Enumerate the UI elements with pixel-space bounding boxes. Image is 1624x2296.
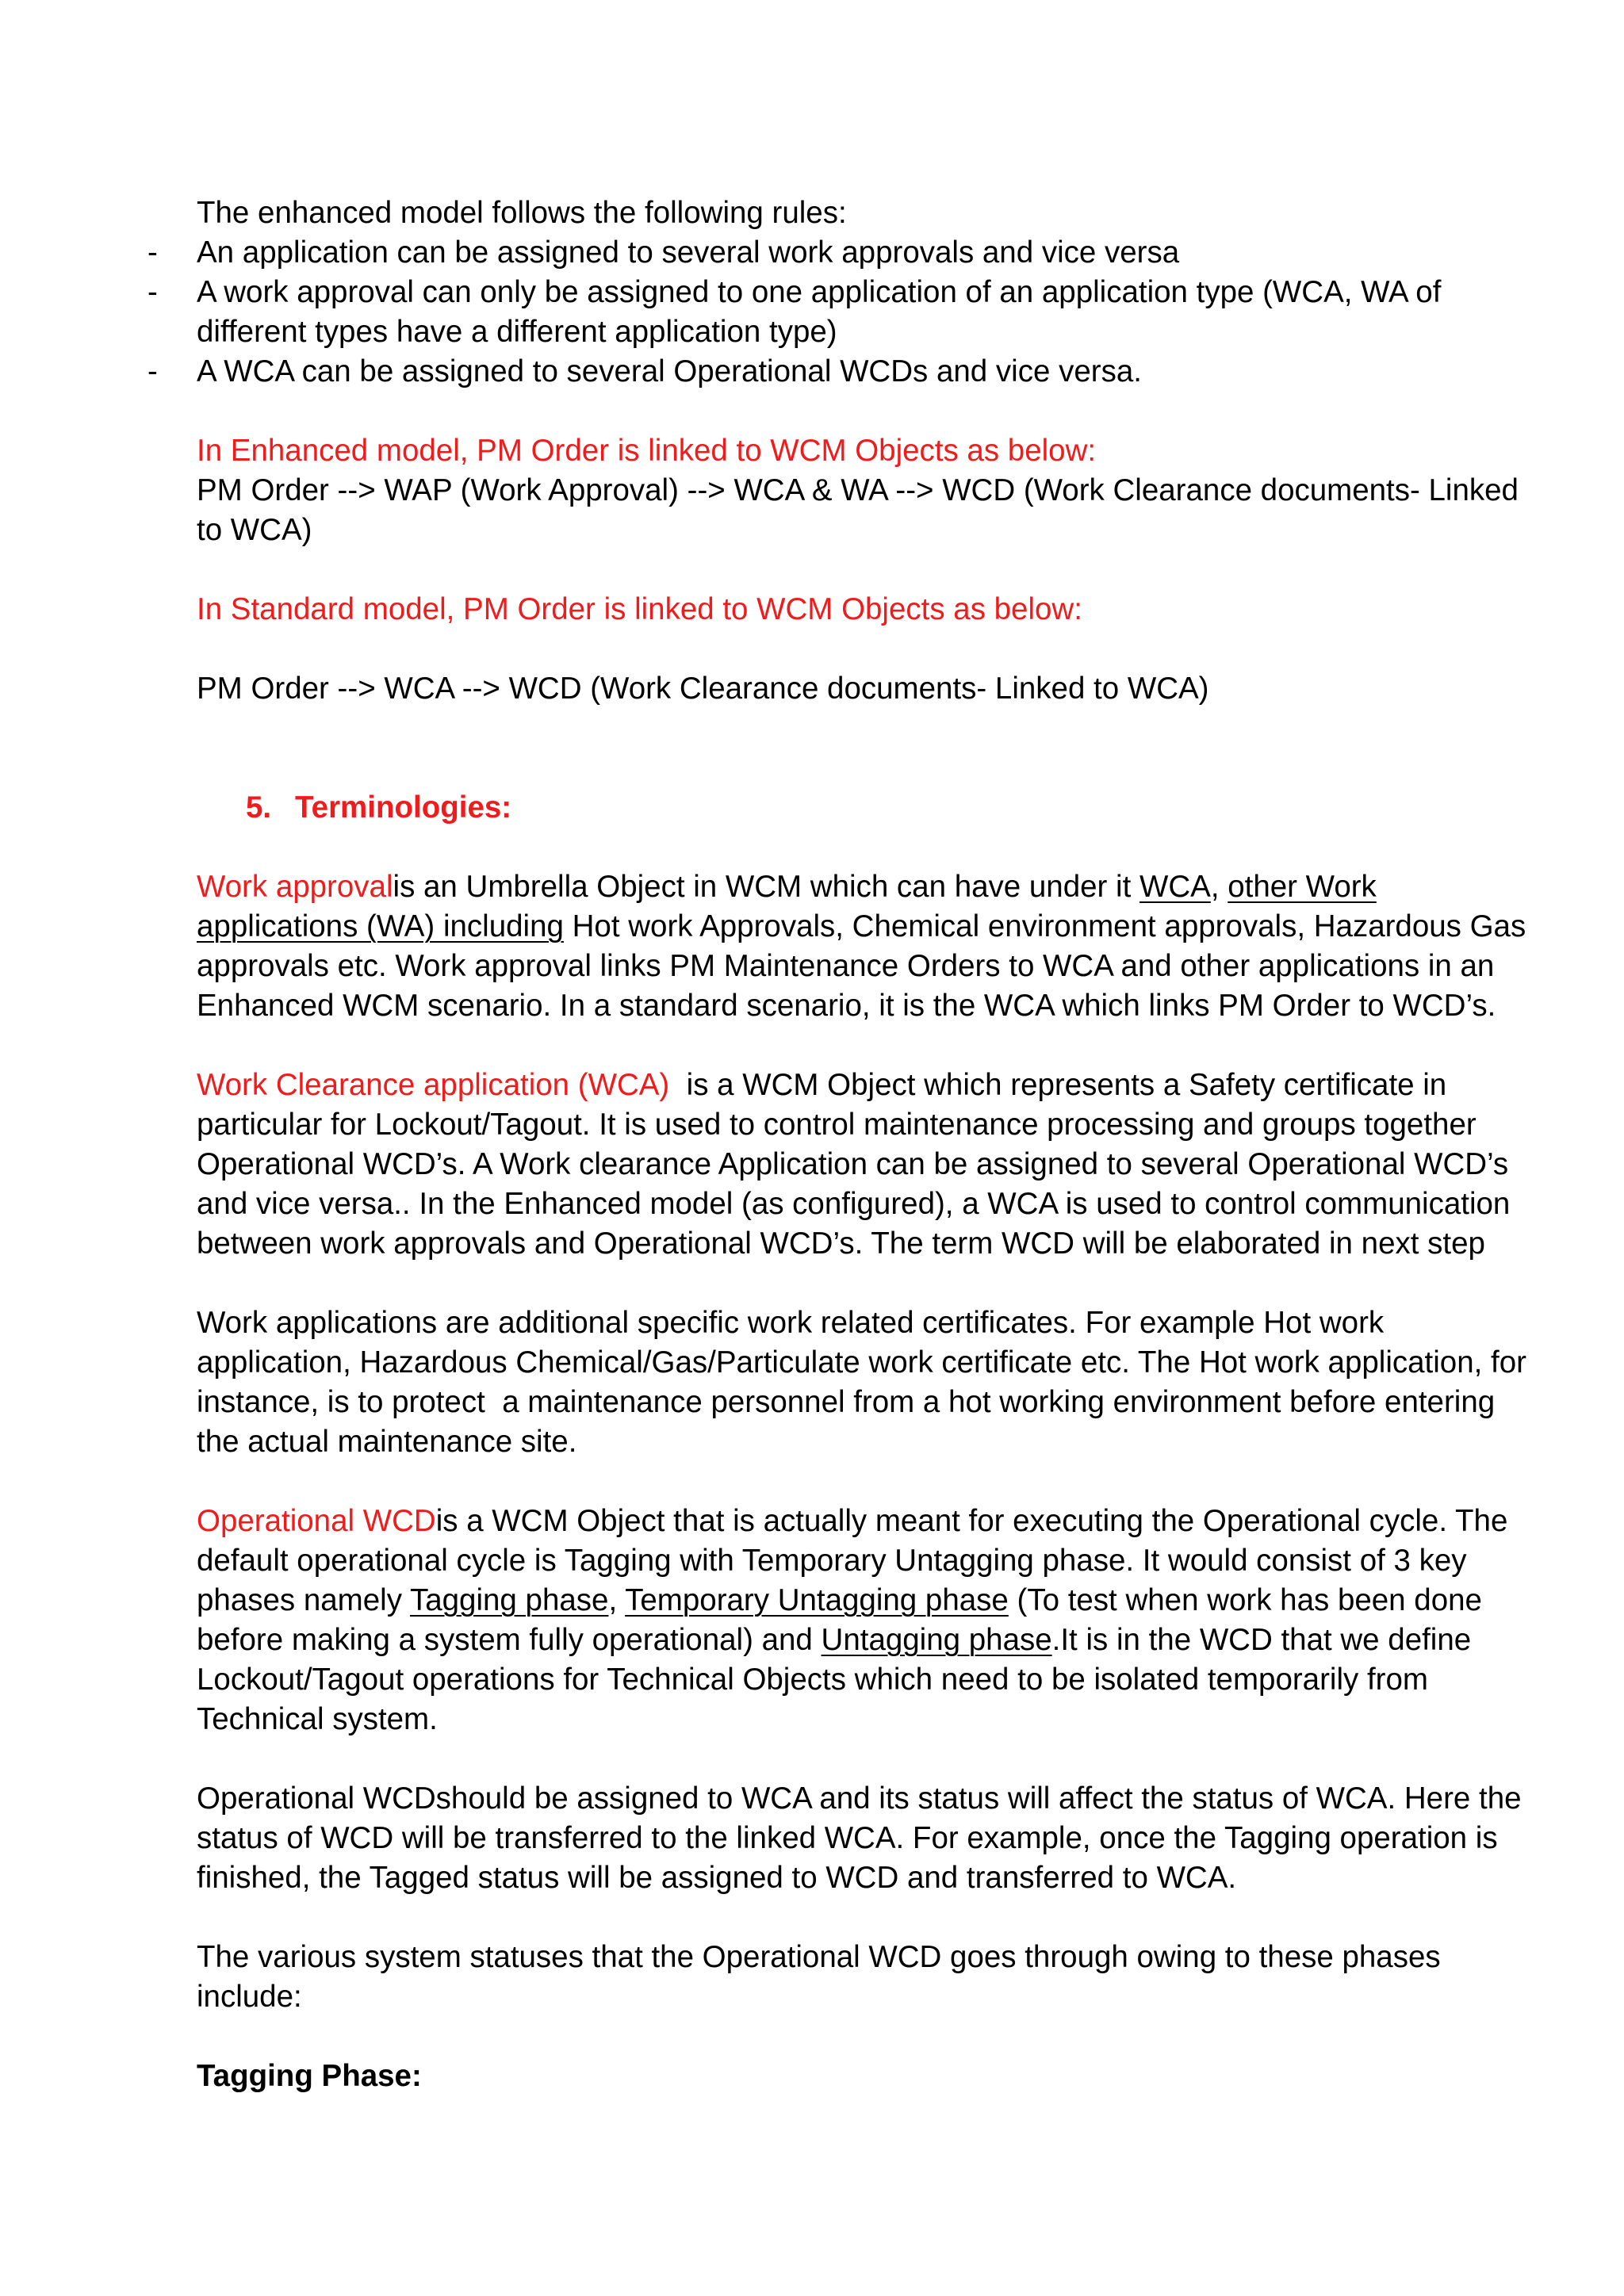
rules-intro: The enhanced model follows the following rules: bbox=[197, 196, 847, 230]
section-heading bbox=[197, 788, 1537, 828]
enhanced-model-flow: PM Order --> WAP (Work Approval) --> WCA & WA --> WCD (Work Clearance documents- Linked to WCA) bbox=[197, 473, 1519, 547]
operational-wcd-term: Operational WCD bbox=[197, 1504, 436, 1538]
bullet-dash: - bbox=[147, 235, 158, 270]
standard-model-heading: In Standard model, PM Order is linked to WCM Objects as below: bbox=[197, 592, 1082, 626]
tagging-phase-text: Tagging phase bbox=[409, 1583, 609, 1617]
paragraph-text: is an Umbrella Object in WCM which can have under it bbox=[393, 870, 1139, 904]
statuses-intro-paragraph: The various system statuses that the Operational WCD goes through owing to these phases include: bbox=[197, 1940, 1441, 2014]
bullet-dash: - bbox=[147, 275, 158, 309]
untagging-phase-text: Untagging phase bbox=[821, 1623, 1052, 1657]
work-approval-term: Work approval bbox=[197, 870, 393, 904]
wca-paragraph bbox=[197, 1066, 1537, 1264]
rule-item bbox=[147, 352, 1537, 392]
wca-term: Work Clearance application (WCA) bbox=[197, 1068, 670, 1102]
tagging-phase-heading: Tagging Phase: bbox=[197, 2059, 422, 2093]
work-applications-link-text: other Work applications (WA) including bbox=[197, 870, 1377, 943]
section-number: 5. bbox=[246, 790, 272, 825]
rule-text: An application can be assigned to several work approvals and vice versa bbox=[197, 235, 1180, 270]
standard-model-flow: PM Order --> WCA --> WCD (Work Clearance documents- Linked to WCA) bbox=[197, 672, 1209, 706]
wcd-assignment-paragraph: Operational WCDshould be assigned to WCA and its status will affect the status of WCA. Here the status of WCD will be transferred to the linked WCA. For example, once the Tagging operation is finished, the Tagged status will be assigned to WCD and transferred to WCA. bbox=[197, 1781, 1522, 1895]
paragraph-text: Hot work Approvals, Chemical environment approvals, Hazardous Gas approvals etc. Work approval links PM Maintenance Orders to WCA and other applications in an Enhanced WCM scenario. In a standard scenario, it is the WCA which links PM Order to WCD’s. bbox=[197, 909, 1526, 1023]
paragraph-text: is a WCM Object that is actually meant for executing the Operational cycle. The default operational cycle is Tagging with Temporary Untagging phase. It would consist of 3 key phases namely bbox=[197, 1504, 1508, 1617]
paragraph-text: (To test when work has been done before making a system fully operational) and bbox=[197, 1583, 1482, 1657]
section-title: Terminologies: bbox=[295, 790, 512, 825]
enhanced-model-heading: In Enhanced model, PM Order is linked to WCM Objects as below: bbox=[197, 434, 1097, 468]
operational-wcd-paragraph bbox=[197, 1502, 1537, 1739]
rule-item bbox=[147, 273, 1537, 352]
wca-link-text: WCA bbox=[1139, 870, 1211, 904]
separator-text: , bbox=[608, 1583, 626, 1617]
document-body bbox=[147, 193, 1537, 2096]
temporary-untagging-phase-text: Temporary Untagging phase bbox=[625, 1583, 1009, 1617]
separator-text: , bbox=[1210, 870, 1228, 904]
work-approval-paragraph bbox=[197, 867, 1537, 1026]
rule-text: A WCA can be assigned to several Operational WCDs and vice versa. bbox=[197, 354, 1142, 388]
paragraph-text: .It is in the WCD that we define Lockout/Tagout operations for Technical Objects which need to be isolated temporarily from Technical system. bbox=[197, 1623, 1472, 1736]
paragraph-text: is a WCM Object which represents a Safety certificate in particular for Lockout/Tagout. It is used to control maintenance processing and groups together Operational WCD’s. A Work clearance Application can be assigned to several Operational WCD’s and vice versa.. In the Enhanced model (as configured), a WCA is used to control communication between work approvals and Operational WCD’s. The term WCD will be elaborated in next step bbox=[197, 1068, 1519, 1261]
work-applications-paragraph: Work applications are additional specific work related certificates. For example Hot work application, Hazardous Chemical/Gas/Particulate work certificate etc. The Hot work application, for instance, is to protect a maintenance personnel from a hot working environment before entering the actual maintenance site. bbox=[197, 1306, 1535, 1459]
rule-item bbox=[147, 233, 1537, 273]
rule-text: A work approval can only be assigned to one application of an application type (WCA, WA of different types have a different application type) bbox=[197, 275, 1442, 349]
bullet-dash: - bbox=[147, 354, 158, 388]
